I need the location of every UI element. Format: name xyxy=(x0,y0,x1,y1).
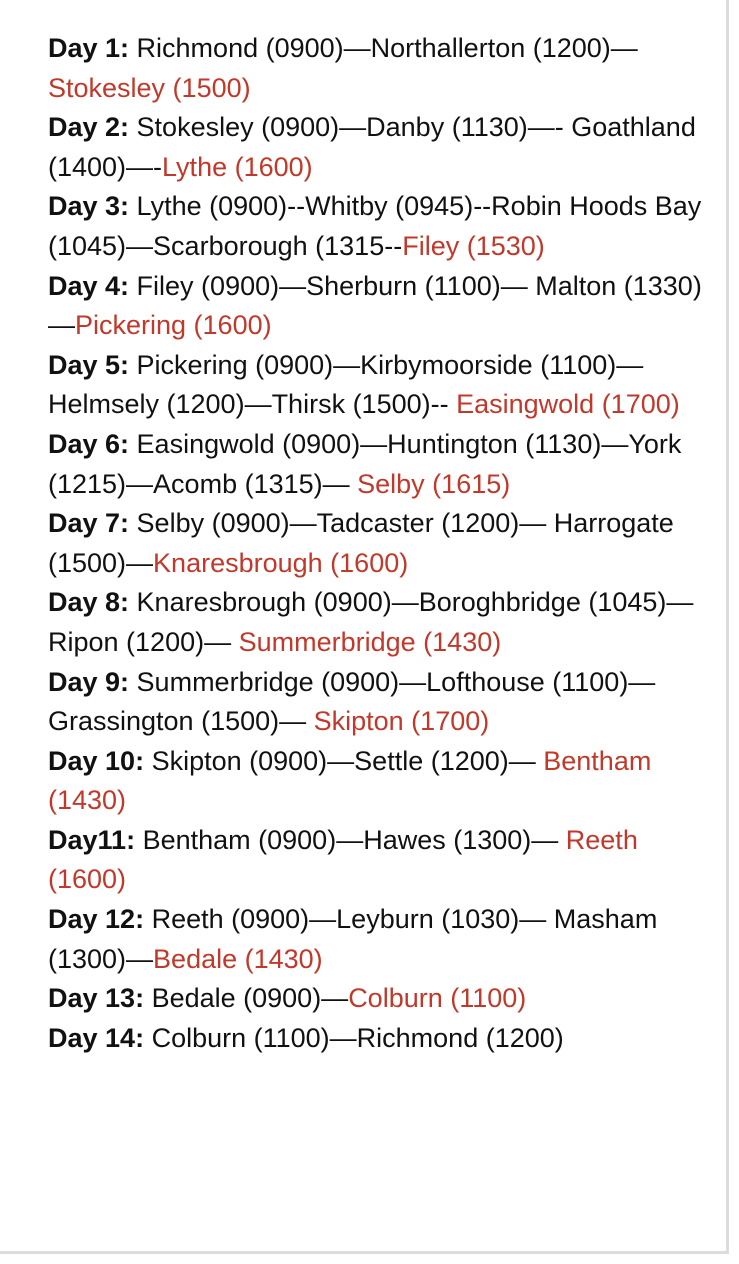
itinerary-day-12 xyxy=(48,900,718,979)
day-arrival: Selby (1615) xyxy=(357,468,511,499)
itinerary-day-10 xyxy=(48,742,718,821)
day-label: Day 13: xyxy=(48,983,145,1014)
day-label: Day 7: xyxy=(48,508,130,539)
day-route: Pickering (0900)—Kirbymoorside (1100)—Helmsely (1200)—Thirsk (1500)-- xyxy=(48,349,644,420)
day-route: Knaresbrough (0900)—Boroghbridge (1045)—Ripon (1200)— xyxy=(48,587,694,657)
itinerary-day-8 xyxy=(48,583,718,662)
day-label: Day 1: xyxy=(48,33,130,63)
day-label: Day 8: xyxy=(48,587,130,618)
day-arrival: Lythe (1600) xyxy=(162,151,313,182)
day-route: Easingwold (0900)—Huntington (1130)—York (1215)—Acomb (1315)— xyxy=(48,428,682,499)
itinerary-day-13 xyxy=(48,979,718,1019)
day-arrival: Stokesley (1500) xyxy=(48,72,251,103)
day-label: Day 2: xyxy=(48,112,130,143)
itinerary-day-4 xyxy=(48,267,718,346)
day-route: Colburn (1100)—Richmond (1200) xyxy=(144,1022,564,1053)
day-label: Day 14: xyxy=(48,1022,145,1053)
itinerary-day-6 xyxy=(48,425,718,504)
itinerary-day-7 xyxy=(48,504,718,583)
day-arrival: Reeth (1600) xyxy=(48,824,638,895)
day-route: Skipton (0900)—Settle (1200)— xyxy=(144,745,544,776)
day-route: Stokesley (0900)—Danby (1130)—- Goathland (1400)—- xyxy=(48,112,696,182)
day-label: Day 9: xyxy=(48,666,130,697)
day-route: Bedale (0900)— xyxy=(144,983,349,1014)
itinerary-day-11 xyxy=(48,821,718,900)
day-arrival: Pickering (1600) xyxy=(75,310,272,341)
day-label: Day 5: xyxy=(48,349,130,380)
day-route: Reeth (0900)—Leyburn (1030)— Masham (1300)— xyxy=(48,904,658,974)
day-arrival: Skipton (1700) xyxy=(313,706,490,737)
day-label: Day 12: xyxy=(48,904,145,935)
day-route: Filey (0900)—Sherburn (1100)— Malton (1330)— xyxy=(48,270,702,341)
day-arrival: Easingwold (1700) xyxy=(456,389,680,420)
day-arrival: Summerbridge (1430) xyxy=(238,626,502,657)
day-label: Day 10: xyxy=(48,745,145,776)
day-route: Summerbridge (0900)—Lofthouse (1100)—Grassington (1500)— xyxy=(48,666,656,737)
itinerary-day-1 xyxy=(48,29,718,108)
day-route: Bentham (0900)—Hawes (1300)— xyxy=(135,824,566,855)
itinerary-day-2 xyxy=(48,108,718,187)
day-route: Lythe (0900)--Whitby (0945)--Robin Hoods Bay (1045)—Scarborough (1315-- xyxy=(48,191,702,261)
day-label: Day 3: xyxy=(48,191,130,222)
day-route: Richmond (0900)—Northallerton (1200)— xyxy=(129,33,638,63)
day-arrival: Colburn (1100) xyxy=(348,983,527,1014)
day-route: Selby (0900)—Tadcaster (1200)— Harrogate (1500)— xyxy=(48,508,674,578)
day-arrival: Bedale (1430) xyxy=(153,943,323,974)
itinerary-list xyxy=(48,29,718,1058)
day-label: Day11: xyxy=(48,824,136,855)
day-arrival: Bentham (1430) xyxy=(48,745,652,816)
itinerary-day-5 xyxy=(48,346,718,425)
day-label: Day 4: xyxy=(48,270,130,301)
day-label: Day 6: xyxy=(48,428,130,459)
itinerary-day-3 xyxy=(48,187,718,266)
itinerary-day-9 xyxy=(48,663,718,742)
day-arrival: Knaresbrough (1600) xyxy=(153,547,409,578)
itinerary-day-14 xyxy=(48,1019,718,1059)
day-arrival: Filey (1530) xyxy=(402,230,545,261)
